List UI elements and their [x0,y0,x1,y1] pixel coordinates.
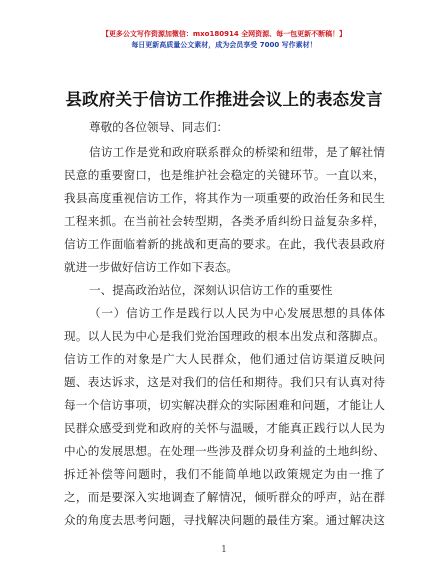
paragraph-line: 每一个信访事项，切实解决群众的实际困难和问题，才能让人 [64,398,385,412]
paragraph-line: 工程来抓。在当前社会转型期，各类矛盾纠纷日益复杂多样， [64,214,385,228]
promo-banner-line-1: 【更多公文写作资源加微信：mxo180914 全网资源、每一包更新不断稿！】 [101,30,347,38]
page-number: 1 [221,545,227,555]
document-title: 县政府关于信访工作推进会议上的表态发言 [65,90,383,109]
promo-banner-line-2: 每日更新高质量公文素材，成为会员享受 7000 写作素材！ [131,41,317,49]
salutation: 尊敬的各位领导、同志们： [89,120,229,134]
paragraph-line: 民群众感受到党和政府的关怀与温暖，才能真正践行以人民为 [64,421,385,435]
paragraph-line: 信访工作面临着新的挑战和更高的要求。在此，我代表县政府 [64,237,385,251]
paragraph-line: 中心的发展思想。在处理一些涉及群众切身利益的土地纠纷、 [64,444,385,458]
paragraph-line: 题、表达诉求，这是对我们的信任和期待。我们只有认真对待 [64,375,385,389]
paragraph-line: 就进一步做好信访工作如下表态。 [64,260,238,274]
paragraph-line: （一）信访工作是践行以人民为中心发展思想的具体体 [89,306,385,320]
paragraph-line: 现。以人民为中心是我们党治国理政的根本出发点和落脚点。 [64,329,385,343]
paragraph-line: 拆迁补偿等问题时，我们不能简单地以政策规定为由一推了 [64,467,385,481]
paragraph-line: 信访工作的对象是广大人民群众，他们通过信访渠道反映问 [64,352,385,366]
paragraph-line: 众的角度去思考问题，寻找解决问题的最佳方案。通过解决这 [64,513,385,527]
paragraph-line: 之，而是要深入实地调查了解情况，倾听群众的呼声，站在群 [64,490,385,504]
paragraph-line: 信访工作是党和政府联系群众的桥梁和纽带，是了解社情 [89,145,385,159]
paragraph-line: 我县高度重视信访工作，将其作为一项重要的政治任务和民生 [64,191,385,205]
paragraph-line: 民意的重要窗口，也是维护社会稳定的关键环节。一直以来， [64,168,385,182]
section-heading: 一、提高政治站位，深刻认识信访工作的重要性 [89,283,333,297]
